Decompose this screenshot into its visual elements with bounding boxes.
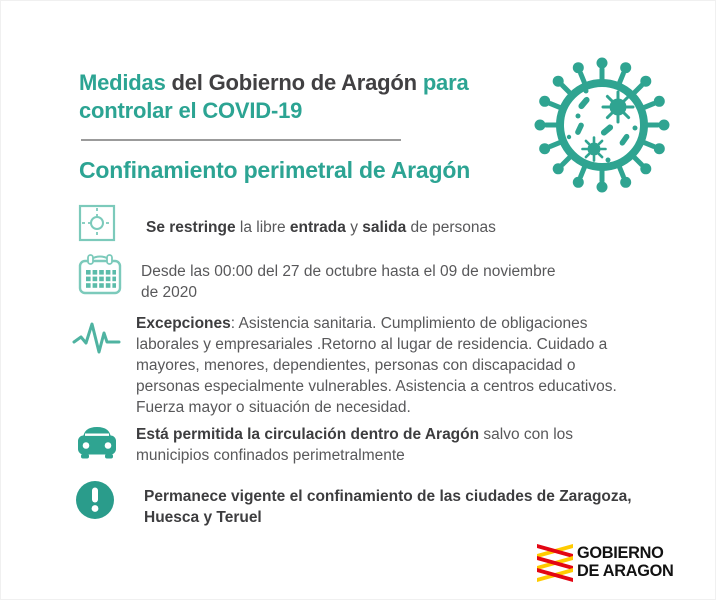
calendar-icon: [78, 253, 122, 300]
text-segment: controlar el COVID-19: [79, 98, 303, 123]
text-segment: Huesca y Teruel: [144, 509, 262, 526]
text-segment: Se restringe: [146, 219, 236, 236]
text-segment: del Gobierno de Aragón: [165, 70, 423, 95]
logo-text: [577, 544, 674, 581]
aragon-flag-icon: [537, 542, 573, 582]
logo-line-1: GOBIERNO: [577, 542, 664, 562]
page-header: [79, 69, 527, 125]
text-segment: salvo con los: [479, 426, 574, 443]
perimeter-map-icon: [78, 204, 116, 247]
restriction-text: [146, 217, 496, 238]
virus-icon: [522, 45, 682, 210]
text-segment: entrada: [289, 219, 346, 236]
section-title: Confinamiento perimetral de Aragón: [79, 157, 471, 183]
text-segment: Está permitida la circulación dentro de Aragón: [136, 426, 480, 443]
dates-text: [141, 261, 555, 303]
heartbeat-icon: [72, 319, 124, 362]
cities-text: [144, 486, 632, 528]
text-segment: mayores, menores, dependientes, personas con discapacidad o: [136, 357, 576, 374]
circulation-text: [136, 424, 573, 466]
text-segment: Desde las 00:00 del 27 de octubre hasta el 09 de noviembre: [141, 263, 556, 280]
divider: [81, 139, 401, 141]
text-segment: Permanece vigente el confinamiento de las ciudades de Zaragoza,: [144, 488, 632, 505]
text-segment: de personas: [406, 219, 496, 236]
text-segment: personas especialmente vulnerables. Asistencia a centros educativos.: [136, 378, 617, 395]
text-segment: para: [422, 70, 469, 95]
text-segment: de 2020: [141, 284, 198, 301]
text-segment: la libre: [235, 219, 290, 236]
car-icon: [75, 422, 119, 467]
text-segment: Fuerza mayor o situación de necesidad.: [136, 399, 411, 416]
exceptions-text: [136, 313, 617, 418]
text-segment: Excepciones: [136, 315, 231, 332]
text-segment: laborales y empresariales .Retorno al lugar de residencia. Cuidado a: [136, 336, 608, 353]
text-segment: salida: [362, 219, 407, 236]
gobierno-aragon-logo: [537, 542, 678, 582]
exclamation-icon: [75, 480, 115, 525]
logo-line-2: DE ARAGON: [577, 561, 674, 580]
text-segment: : Asistencia sanitaria. Cumplimiento de obligaciones: [230, 315, 588, 332]
text-segment: municipios confinados perimetralmente: [136, 447, 405, 464]
text-segment: Medidas: [79, 70, 166, 95]
text-segment: y: [345, 219, 363, 236]
